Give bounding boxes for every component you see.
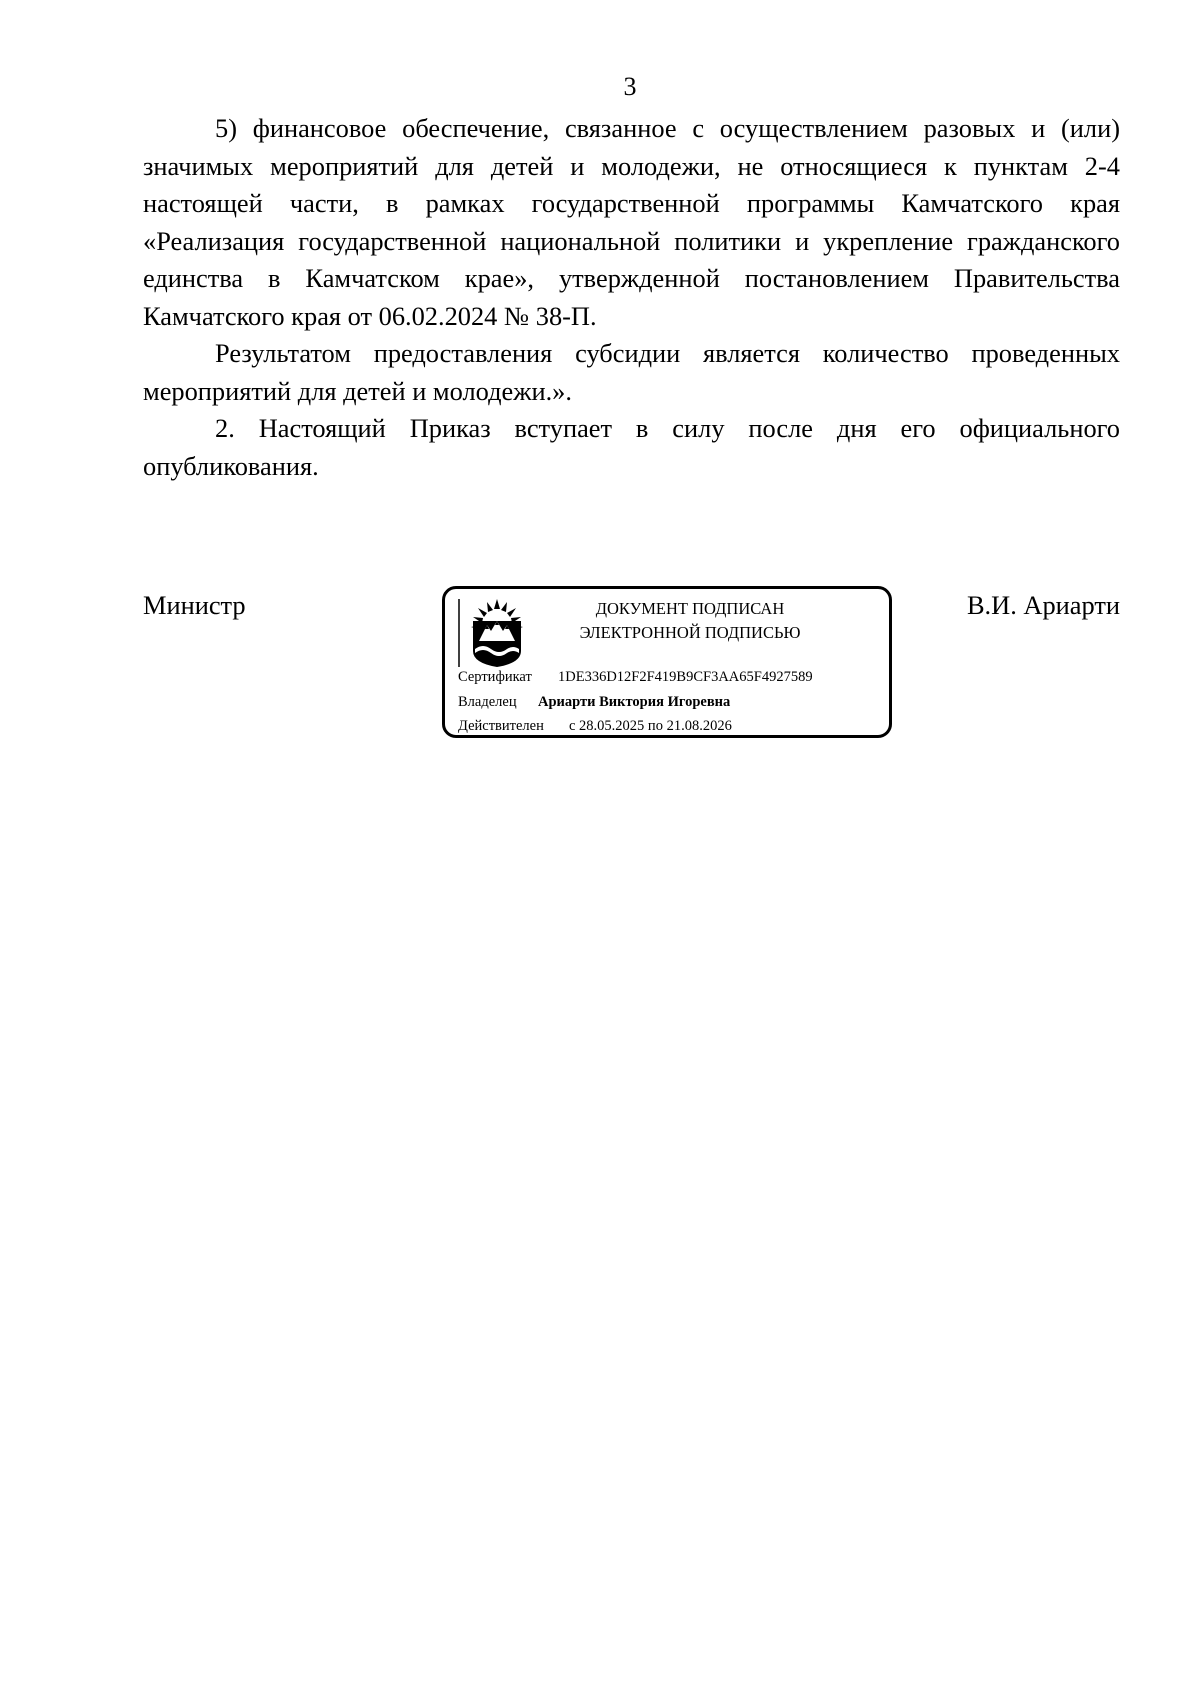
- paragraph-item-5: 5) финансовое обеспечение, связанное с осуществлением разовых и (или) значимых мероприятий для детей и молодежи, не относящиеся к пунктам 2-4 настоящей части, в рамках государственной программы Камчатского края «Реализация государственной национальной политики и укрепление гражданского единства в Камчатском крае», утвержденной постановлением Правительства Камчатского края от 06.02.2024 № 38-П.: [143, 113, 1120, 331]
- stamp-owner-row: [458, 692, 731, 712]
- certificate-value: 1DE336D12F2F419B9CF3AA65F4927589: [558, 669, 813, 685]
- electronic-signature-stamp: [442, 586, 892, 738]
- kamchatka-coat-of-arms-icon: [457, 597, 537, 669]
- certificate-label: Сертификат: [458, 669, 532, 685]
- stamp-heading: [555, 597, 825, 645]
- paragraph-effective-date: 2. Настоящий Приказ вступает в силу после дня его официального опубликования.: [143, 413, 1120, 481]
- stamp-heading-line1: ДОКУМЕНТ ПОДПИСАН: [595, 599, 785, 618]
- signer-name: В.И. Ариарти: [966, 590, 1120, 620]
- owner-value: Ариарти Виктория Игоревна: [538, 694, 731, 710]
- page-number: 3: [623, 72, 637, 101]
- signer-position: Министр: [143, 590, 246, 620]
- stamp-validity-row: [458, 716, 732, 736]
- signature-block: [143, 588, 1120, 748]
- validity-label: Действителен: [458, 718, 544, 734]
- document-body: [143, 110, 1120, 485]
- stamp-certificate-row: [458, 667, 813, 687]
- validity-value: с 28.05.2025 по 21.08.2026: [569, 718, 732, 734]
- paragraph-result: Результатом предоставления субсидии является количество проведенных мероприятий для детей и молодежи.».: [143, 338, 1120, 406]
- stamp-heading-line2: ЭЛЕКТРОННОЙ ПОДПИСЬЮ: [579, 623, 801, 642]
- owner-label: Владелец: [458, 694, 517, 710]
